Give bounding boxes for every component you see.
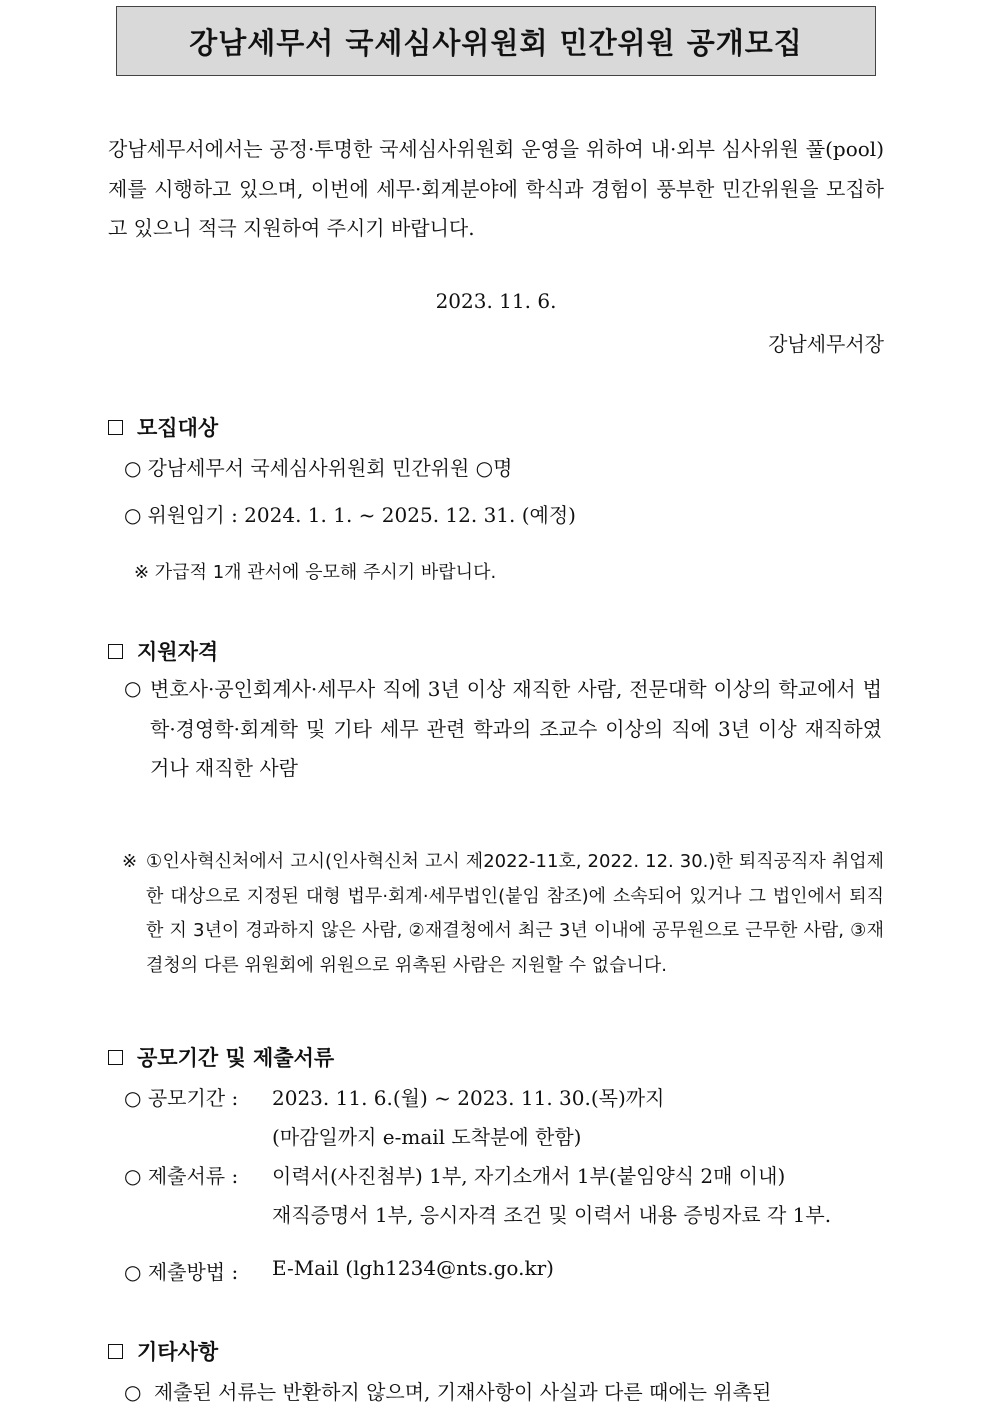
docs-label: ○ 제출서류 : [124, 1164, 239, 1188]
section-heading: 공모기간 및 제출서류 [137, 1045, 335, 1070]
notice-date: 2023. 11. 6. [435, 289, 557, 313]
checkbox-square-icon [108, 644, 123, 659]
docs-sub: 재직증명서 1부, 응시자격 조건 및 이력서 내용 증빙자료 각 1부. [272, 1203, 832, 1227]
title-box [116, 6, 876, 76]
note-mark: ※ [122, 851, 138, 872]
period-value: 2023. 11. 6.(월) ~ 2023. 11. 30.(목)까지 [272, 1086, 665, 1110]
method-label: ○ 제출방법 : [124, 1260, 239, 1284]
recruit-target-item: ○ 강남세무서 국세심사위원회 민간위원 ○명 [124, 456, 513, 480]
bullet-circle-icon: ○ [124, 1086, 142, 1110]
section-heading: 지원자격 [137, 639, 219, 664]
checkbox-square-icon [108, 420, 123, 435]
checkbox-square-icon [108, 1050, 123, 1065]
bullet-circle-icon: ○ [124, 1260, 142, 1284]
recruit-term-item: ○ 위원임기 : 2024. 1. 1. ~ 2025. 12. 31. (예정) [124, 503, 576, 527]
bullet-circle-icon: ○ [124, 676, 142, 700]
checkbox-square-icon [108, 1344, 123, 1359]
intro-paragraph: 강남세무서에서는 공정·투명한 국세심사위원회 운영을 위하여 내·외부 심사위원 풀(pool)제를 시행하고 있으며, 이번에 세무·회계분야에 학식과 경험이 풍부한 민간위원을 모집하고 있으니 적극 지원하여 주시기 바랍니다. [108, 137, 884, 240]
method-value: E-Mail (lgh1234@nts.go.kr) [272, 1256, 554, 1280]
bullet-circle-icon: ○ [124, 1380, 142, 1404]
period-label: ○ 공모기간 : [124, 1086, 239, 1110]
bullet-circle-icon: ○ [124, 503, 142, 527]
section-qualification [108, 636, 218, 666]
section-other [108, 1336, 218, 1366]
qualification-note: ①인사혁신처에서 고시(인사혁신처 고시 제2022-11호, 2022. 12. 30.)한 퇴직공직자 취업제한 대상으로 지정된 대형 법무·회계·세무법인(붙임 참조)에 소속되어 있거나 그 법인에서 퇴직한 지 3년이 경과하지 않은 사람, ②재결청에서 최근 3년 이내에 공무원으로 근무한 사람, ③재결청의 다른 위원회에 위원으로 위촉된 사람은 지원할 수 없습니다. [146, 851, 884, 976]
signer: 강남세무서장 [768, 332, 884, 356]
period-sub: (마감일까지 e-mail 도착분에 한함) [272, 1125, 582, 1149]
section-period [108, 1042, 334, 1072]
bullet-circle-icon: ○ [124, 1164, 142, 1188]
bullet-circle-icon: ○ [124, 456, 142, 480]
other-item: ○ 제출된 서류는 반환하지 않으며, 기재사항이 사실과 다른 때에는 위촉된 [124, 1380, 772, 1404]
recruit-note: ※ 가급적 1개 관서에 응모해 주시기 바랍니다. [134, 562, 497, 583]
qualification-item: 변호사·공인회계사·세무사 직에 3년 이상 재직한 사람, 전문대학 이상의 학교에서 법학·경영학·회계학 및 기타 세무 관련 학과의 조교수 이상의 직에 3년 이상 재직하였거나 재직한 사람 [150, 677, 882, 780]
section-heading: 기타사항 [137, 1339, 219, 1364]
page-title: 강남세무서 국세심사위원회 민간위원 공개모집 [189, 25, 803, 60]
section-recruit [108, 412, 218, 442]
section-heading: 모집대상 [137, 415, 219, 440]
docs-value: 이력서(사진첨부) 1부, 자기소개서 1부(붙임양식 2매 이내) [272, 1164, 786, 1188]
